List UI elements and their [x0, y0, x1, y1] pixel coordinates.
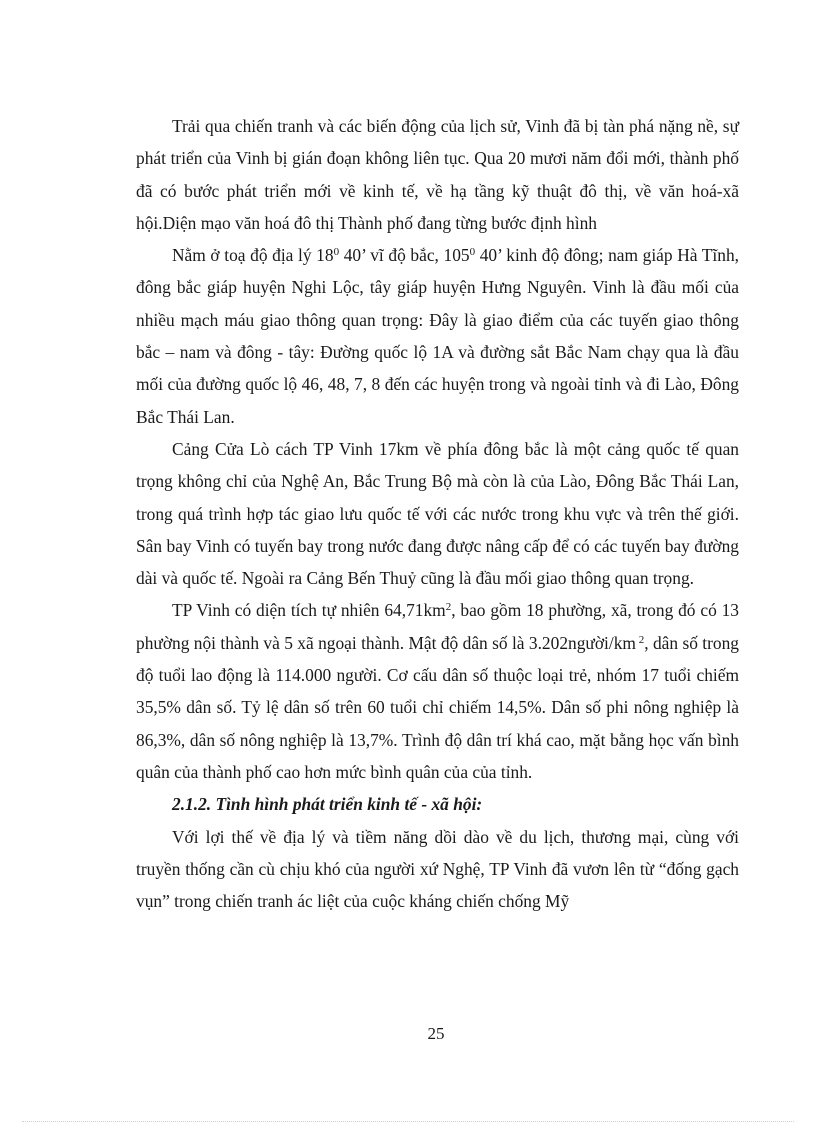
- document-page: [136, 110, 739, 917]
- section-heading: 2.1.2. Tình hình phát triển kinh tế - xã hội:: [172, 794, 483, 815]
- paragraph-port: Cảng Cửa Lò cách TP Vinh 17km về phía đông bắc là một cảng quốc tế quan trọng không chỉ của Nghệ An, Bắc Trung Bộ mà còn là của Lào, Đông Bắc Thái Lan, trong quá trình hợp tác giao lưu quốc tế với các nước trong khu vực và trên thế giới. Sân bay Vinh có tuyến bay trong nước đang được nâng cấp để có các tuyến bay đường dài và quốc tế. Ngoài ra Cảng Bến Thuỷ cũng là đầu mối giao thông quan trọng.: [136, 438, 739, 589]
- square-superscript: 2: [445, 601, 452, 614]
- location-text-3: 40’ kinh độ đông; nam giáp Hà Tĩnh, đông bắc giáp huyện Nghi Lộc, tây giáp huyện Hưng Nguyên. Vinh là đầu mối của nhiều mạch máu giao thông quan trọng: Đây là giao điểm của các tuyến giao thông bắc – nam và đông - tây: Đường quốc lộ 1A và đường sắt Bắc Nam chạy qua là đầu mối của đường quốc lộ 46, 48, 7, 8 đến các huyện trong và ngoài tỉnh và đi Lào, Đông Bắc Thái Lan.: [136, 245, 739, 427]
- square-superscript: 2: [635, 633, 645, 646]
- paragraph-history: Trải qua chiến tranh và các biến động của lịch sử, Vinh đã bị tàn phá nặng nề, sự phát triển của Vinh bị gián đoạn không liên tục. Qua 20 mươi năm đổi mới, thành phố đã có bước phát triển mới về kinh tế, về hạ tầng kỹ thuật đô thị, về văn hoá-xã hội.Diện mạo văn hoá đô thị Thành phố đang từng bước định hình: [136, 116, 739, 233]
- population-text-3: , dân số trong độ tuổi lao động là 114.000 người. Cơ cấu dân số thuộc loại trẻ, nhóm 17 tuổi chiếm 35,5% dân số. Tỷ lệ dân số trên 60 tuổi chỉ chiếm 14,5%. Dân số phi nông nghiệp là 86,3%, dân số nông nghiệp là 13,7%. Trình độ dân trí khá cao, mặt bằng học vấn bình quân của thành phố cao hơn mức bình quân của của tỉnh.: [136, 632, 739, 782]
- page-bottom-divider: [22, 1121, 794, 1122]
- population-text-2: , bao gồm 18 phường, xã, trong đó có 13 phường nội thành và 5 xã ngoại thành. Mật độ dân số là 3.202người/km: [136, 600, 739, 653]
- location-text-2: 40’ vĩ độ bắc, 105: [339, 245, 470, 266]
- paragraph-economy: Với lợi thế về địa lý và tiềm năng dồi dào về du lịch, thương mại, cùng với truyền thống cần cù chịu khó của người xứ Nghệ, TP Vinh đã vươn lên từ “đống gạch vụn” trong chiến tranh ác liệt của cuộc kháng chiến chống Mỹ: [136, 826, 739, 912]
- degree-superscript: 0: [333, 246, 340, 259]
- page-number: 25: [427, 1024, 445, 1043]
- paragraph-population: [136, 594, 739, 788]
- paragraph-location: [136, 239, 739, 433]
- location-text-1: Nằm ở toạ độ địa lý 18: [172, 245, 334, 266]
- degree-superscript: 0: [469, 246, 476, 259]
- population-text-1: TP Vinh có diện tích tự nhiên 64,71km: [172, 600, 446, 621]
